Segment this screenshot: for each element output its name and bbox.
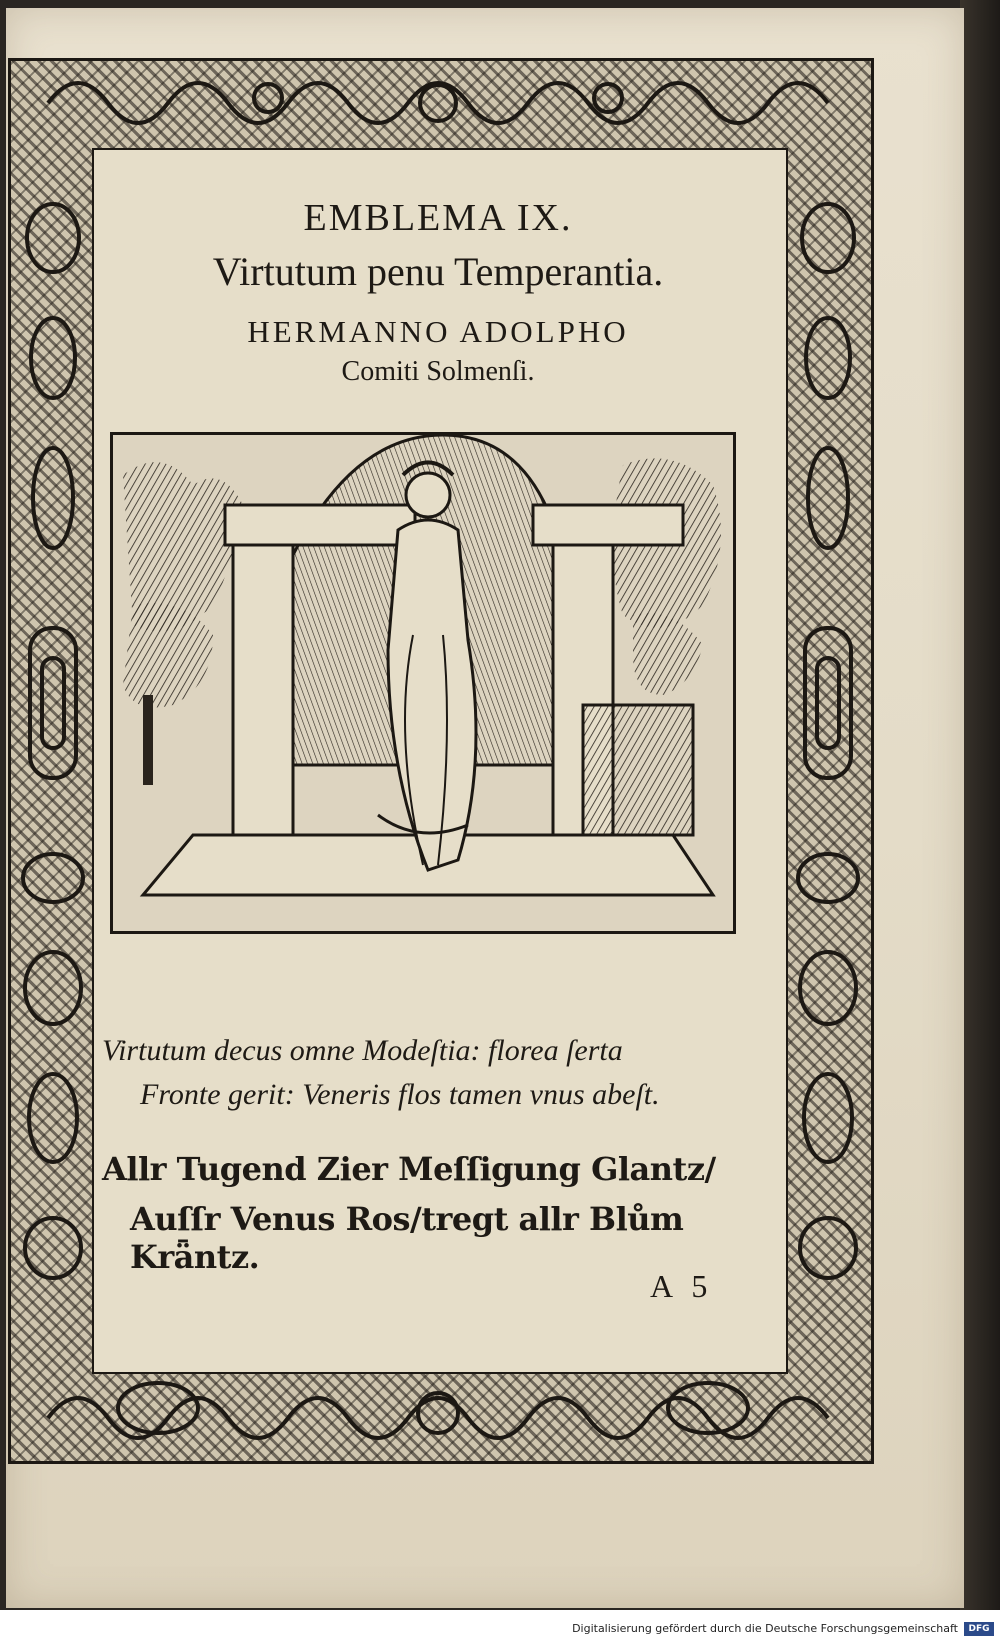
emblem-motto: Virtutum penu Temperantia. <box>212 249 664 294</box>
german-verse-line-1: Allr Tugend Zier Meſſigung Glantz/ <box>102 1150 716 1188</box>
emblem-heading: EMBLEMA IX. <box>303 197 573 239</box>
dedicatee-title: Comiti Solmenſi. <box>341 356 535 387</box>
dfg-logo: DFG <box>964 1622 994 1636</box>
book-spine <box>960 0 1000 1610</box>
german-verse-line-2: Auſſr Venus Ros/tregt allr Blům Krǟntz. <box>130 1200 684 1276</box>
dedicatee-name: HERMANNO ADOLPHO <box>247 314 629 349</box>
signature-mark: A 5 <box>650 1268 714 1304</box>
woodcut-illustration <box>110 432 736 934</box>
latin-verse-line-2: Fronte gerit: Veneris flos tamen vnus abeſt. <box>140 1078 660 1111</box>
digitization-credit: Digitalisierung gefördert durch die Deutsche Forschungsgemeinschaft <box>572 1622 958 1635</box>
latin-verse-line-1: Virtutum decus omne Modeſtia: florea ſerta <box>102 1034 623 1067</box>
